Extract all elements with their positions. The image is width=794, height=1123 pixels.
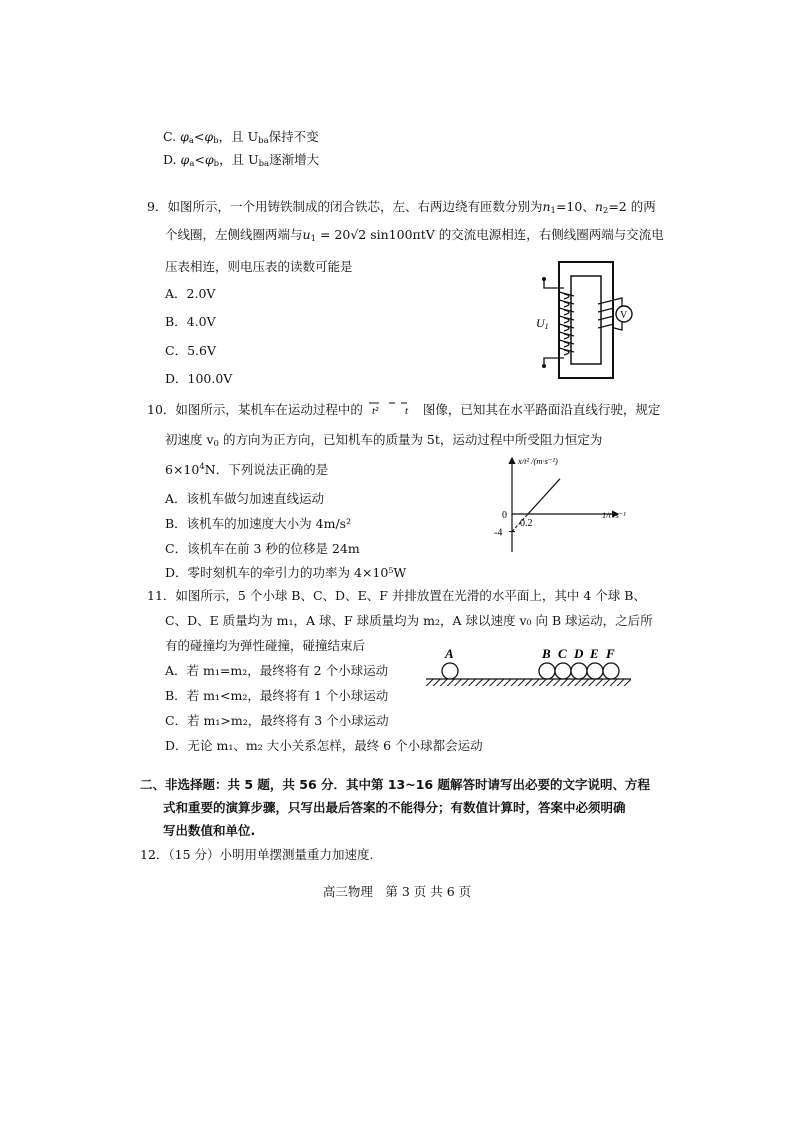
sub: 1	[550, 206, 556, 216]
sub: ba	[258, 136, 269, 146]
sub: 1	[310, 234, 316, 244]
ball-label-f: F	[606, 646, 615, 661]
text: 图像，已知其在水平路面沿直线行驶，规定	[422, 402, 661, 417]
ball-label-b: B	[542, 646, 551, 661]
section2-line-2: 式和重要的演算步骤，只写出最后答案的不能得分；有数值计算时，答案中必须明确	[163, 800, 626, 815]
y-axis-label: x/t² /(m·s⁻²)	[518, 456, 558, 466]
left-terminal-top	[542, 277, 546, 281]
q10-graph	[490, 452, 630, 562]
sub: a	[188, 136, 194, 146]
ball-d	[571, 663, 587, 679]
text: 6×10	[165, 462, 200, 477]
phi-b: φ	[204, 129, 214, 144]
q10-line-3	[165, 460, 328, 478]
ball-label-e: E	[590, 646, 599, 661]
formula: = 20√2 sin100πtV	[316, 227, 435, 242]
q11-option-d: D．无论 m₁、m₂ 大小关系怎样，最终 6 个小球都会运动	[165, 738, 483, 753]
text: 个线圈，左侧线圈两端与	[165, 227, 303, 242]
text: ，且 U	[219, 152, 259, 167]
ball-c	[555, 663, 571, 679]
iron-core-outer	[559, 262, 613, 378]
sub: 2	[602, 206, 609, 216]
ball-e	[587, 663, 603, 679]
y-tick-label: -4	[494, 527, 503, 539]
q12-text: 12．（15 分）小明用单摆测量重力加速度.	[140, 847, 374, 862]
q11-line-1: 11．如图所示，5 个小球 B、C、D、E、F 并排放置在光滑的水平面上，其中 4 个球 B、	[147, 588, 646, 603]
ball-label-d: D	[574, 646, 584, 661]
t-text: t	[404, 405, 408, 417]
x-axis-label: 1/t /s⁻¹	[602, 510, 626, 520]
phi-a: φ	[180, 129, 189, 144]
tail: 保持不变	[268, 129, 319, 144]
q9-option-b: B．4.0V	[165, 314, 216, 329]
n2-val: =2 的两	[608, 199, 656, 214]
sub: 0	[213, 439, 219, 449]
q11-option-b: B．若 m₁<m₂，最终将有 1 个小球运动	[165, 688, 389, 703]
sub: a	[189, 159, 195, 169]
sup: 4	[199, 462, 205, 472]
sub: b	[213, 159, 220, 169]
n2: n	[594, 199, 603, 214]
t2-text: t²	[371, 405, 379, 417]
text: 10．如图所示，某机车在运动过程中的	[147, 402, 363, 417]
q9-line-2	[165, 225, 664, 244]
text: N．下列说法正确的是	[204, 462, 329, 477]
text: 9．如图所示，一个用铸铁制成的闭合铁芯，左、右两边绕有匝数分别为	[147, 199, 543, 214]
text: ，且 U	[218, 129, 259, 144]
left-terminal-bottom	[542, 364, 546, 368]
q11-option-c: C．若 m₁>m₂，最终将有 3 个小球运动	[165, 713, 389, 728]
q10-option-c: C．该机车在前 3 秒的位移是 24m	[165, 541, 360, 556]
chart-marks	[509, 479, 560, 532]
option-letter: D.	[163, 152, 177, 167]
q8-option-d	[163, 150, 319, 169]
lt: <	[194, 152, 205, 167]
q11-line-2: C、D、E 质量均为 m₁，A 球、F 球质量均为 m₂，A 球以速度 v₀ 向 B 球运动，之后所	[165, 613, 653, 628]
section2-line-3: 写出数值和单位.	[163, 823, 256, 838]
voltmeter-label: V	[620, 310, 628, 321]
u1: u	[302, 227, 311, 242]
lt: <	[193, 129, 205, 144]
text: 的交流电源相连，右侧线圈两端与交流电	[434, 227, 664, 242]
phi-b: φ	[204, 152, 214, 167]
balls-figure	[420, 642, 635, 692]
n1-val: =10、	[555, 199, 595, 214]
tail: 逐渐增大	[269, 152, 320, 167]
ball-label-a: A	[445, 646, 454, 661]
q10-line-2	[165, 430, 602, 449]
ball-label-c: C	[558, 646, 567, 661]
q9-line-1	[147, 197, 656, 216]
q10-option-b: B．该机车的加速度大小为 4m/s²	[165, 516, 352, 531]
text: 的方向为正方向，已知机车的质量为 5t，运动过程中所受阻力恒定为	[218, 432, 603, 447]
q11-line-3: 有的碰撞均为弹性碰撞，碰撞结束后	[165, 638, 366, 653]
iron-core-inner	[571, 276, 601, 364]
series-line	[528, 479, 560, 514]
q11-option-a: A．若 m₁=m₂，最终将有 2 个小球运动	[165, 663, 389, 678]
ball-b	[539, 663, 555, 679]
n1: n	[542, 199, 551, 214]
q10-option-d: D．零时刻机车的牵引力的功率为 4×10⁵W	[165, 565, 407, 580]
q9-option-a: A．2.0V	[165, 286, 216, 301]
fig-label-u1: U1	[536, 316, 549, 331]
transformer-figure	[530, 258, 640, 383]
q10-line-1	[147, 400, 660, 418]
ball-a	[442, 663, 458, 679]
q8-option-c	[163, 127, 319, 146]
text: 初速度 v	[165, 432, 214, 447]
phi-a: φ	[180, 152, 190, 167]
chart-axes	[494, 456, 626, 552]
ground-hatch	[426, 679, 631, 686]
ball-f	[603, 663, 619, 679]
q10-option-a: A．该机车做匀加速直线运动	[165, 491, 325, 506]
page-footer: 高三物理 第 3 页 共 6 页	[322, 884, 472, 899]
sub: ba	[258, 159, 270, 169]
q9-line-3: 压表相连，则电压表的读数可能是	[165, 259, 353, 274]
x-tick-label: 0.2	[520, 518, 533, 529]
q9-option-c: C．5.6V	[165, 343, 216, 358]
option-letter: C.	[163, 129, 177, 144]
origin-label: 0	[502, 510, 507, 521]
sub: b	[213, 136, 219, 146]
section2-line-1: 二、非选择题：共 5 题，共 56 分．其中第 13~16 题解答时请写出必要的文字说明、方程	[140, 777, 650, 792]
q9-option-d: D．100.0V	[165, 371, 233, 386]
x-over-t2-label	[367, 400, 419, 418]
